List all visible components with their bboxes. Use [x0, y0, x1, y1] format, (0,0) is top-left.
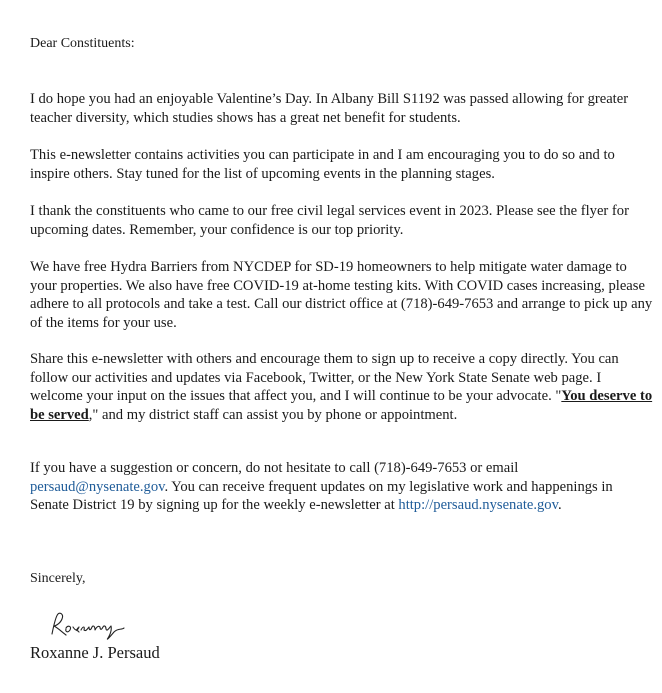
contact-text-3: .	[557, 497, 562, 513]
salutation: Dear Constituents:	[30, 36, 135, 51]
paragraph-valentines: I do hope you had an enjoyable Valentine’s Day. In Albany Bill S1192 was passed allowing for greater teacher diversity, which studies shows has a great net benefit for students.	[30, 91, 629, 126]
contact-text-2: . You can receive frequent updates on my legislative work and happenings in Senate District 19 by signing up for the weekly e-newsletter at	[30, 478, 613, 513]
email-link[interactable]: persaud@nysenate.gov	[30, 478, 165, 495]
signature-name: Roxanne J. Persaud	[30, 643, 160, 662]
paragraph-contact	[30, 459, 655, 515]
paragraph-legal-services: I thank the constituents who came to our free civil legal services event in 2023. Please see the flyer for upcoming dates. Remember, your confidence is our top priority.	[30, 203, 629, 238]
contact-text-1: If you have a suggestion or concern, do not hesitate to call (718)-649-7653 or email	[30, 460, 519, 476]
share-text-after: ," and my district staff can assist you by phone or appointment.	[88, 406, 458, 423]
share-text-before: Share this e-newsletter with others and encourage them to sign up to receive a copy directly. You can follow our activities and updates via Facebook, Twitter, or the New York State Senate web page. I welcome your input on the issues that affect you, and I will continue to be your advocate. "	[30, 351, 619, 404]
you-deserve-to-be-served: You deserve to be served	[30, 388, 653, 423]
closing: Sincerely,	[30, 571, 86, 586]
paragraph-activities: This e-newsletter contains activities you can participate in and I am encouraging you to do so and to inspire others. Stay tuned for the list of upcoming events in the planning stages.	[30, 147, 615, 182]
handwritten-signature	[48, 608, 128, 642]
paragraph-share	[30, 350, 655, 424]
newsletter-url-link[interactable]: http://persaud.nysenate.gov	[398, 497, 558, 513]
paragraph-hydra-barriers: We have free Hydra Barriers from NYCDEP for SD-19 homeowners to help mitigate water damage to your properties. We also have free COVID-19 at-home testing kits. With COVID cases increasing, please adhere to all protocols and take a test. Call our district office at (718)-649-7653 and arrange to pick up any of the items for your use.	[30, 259, 653, 331]
